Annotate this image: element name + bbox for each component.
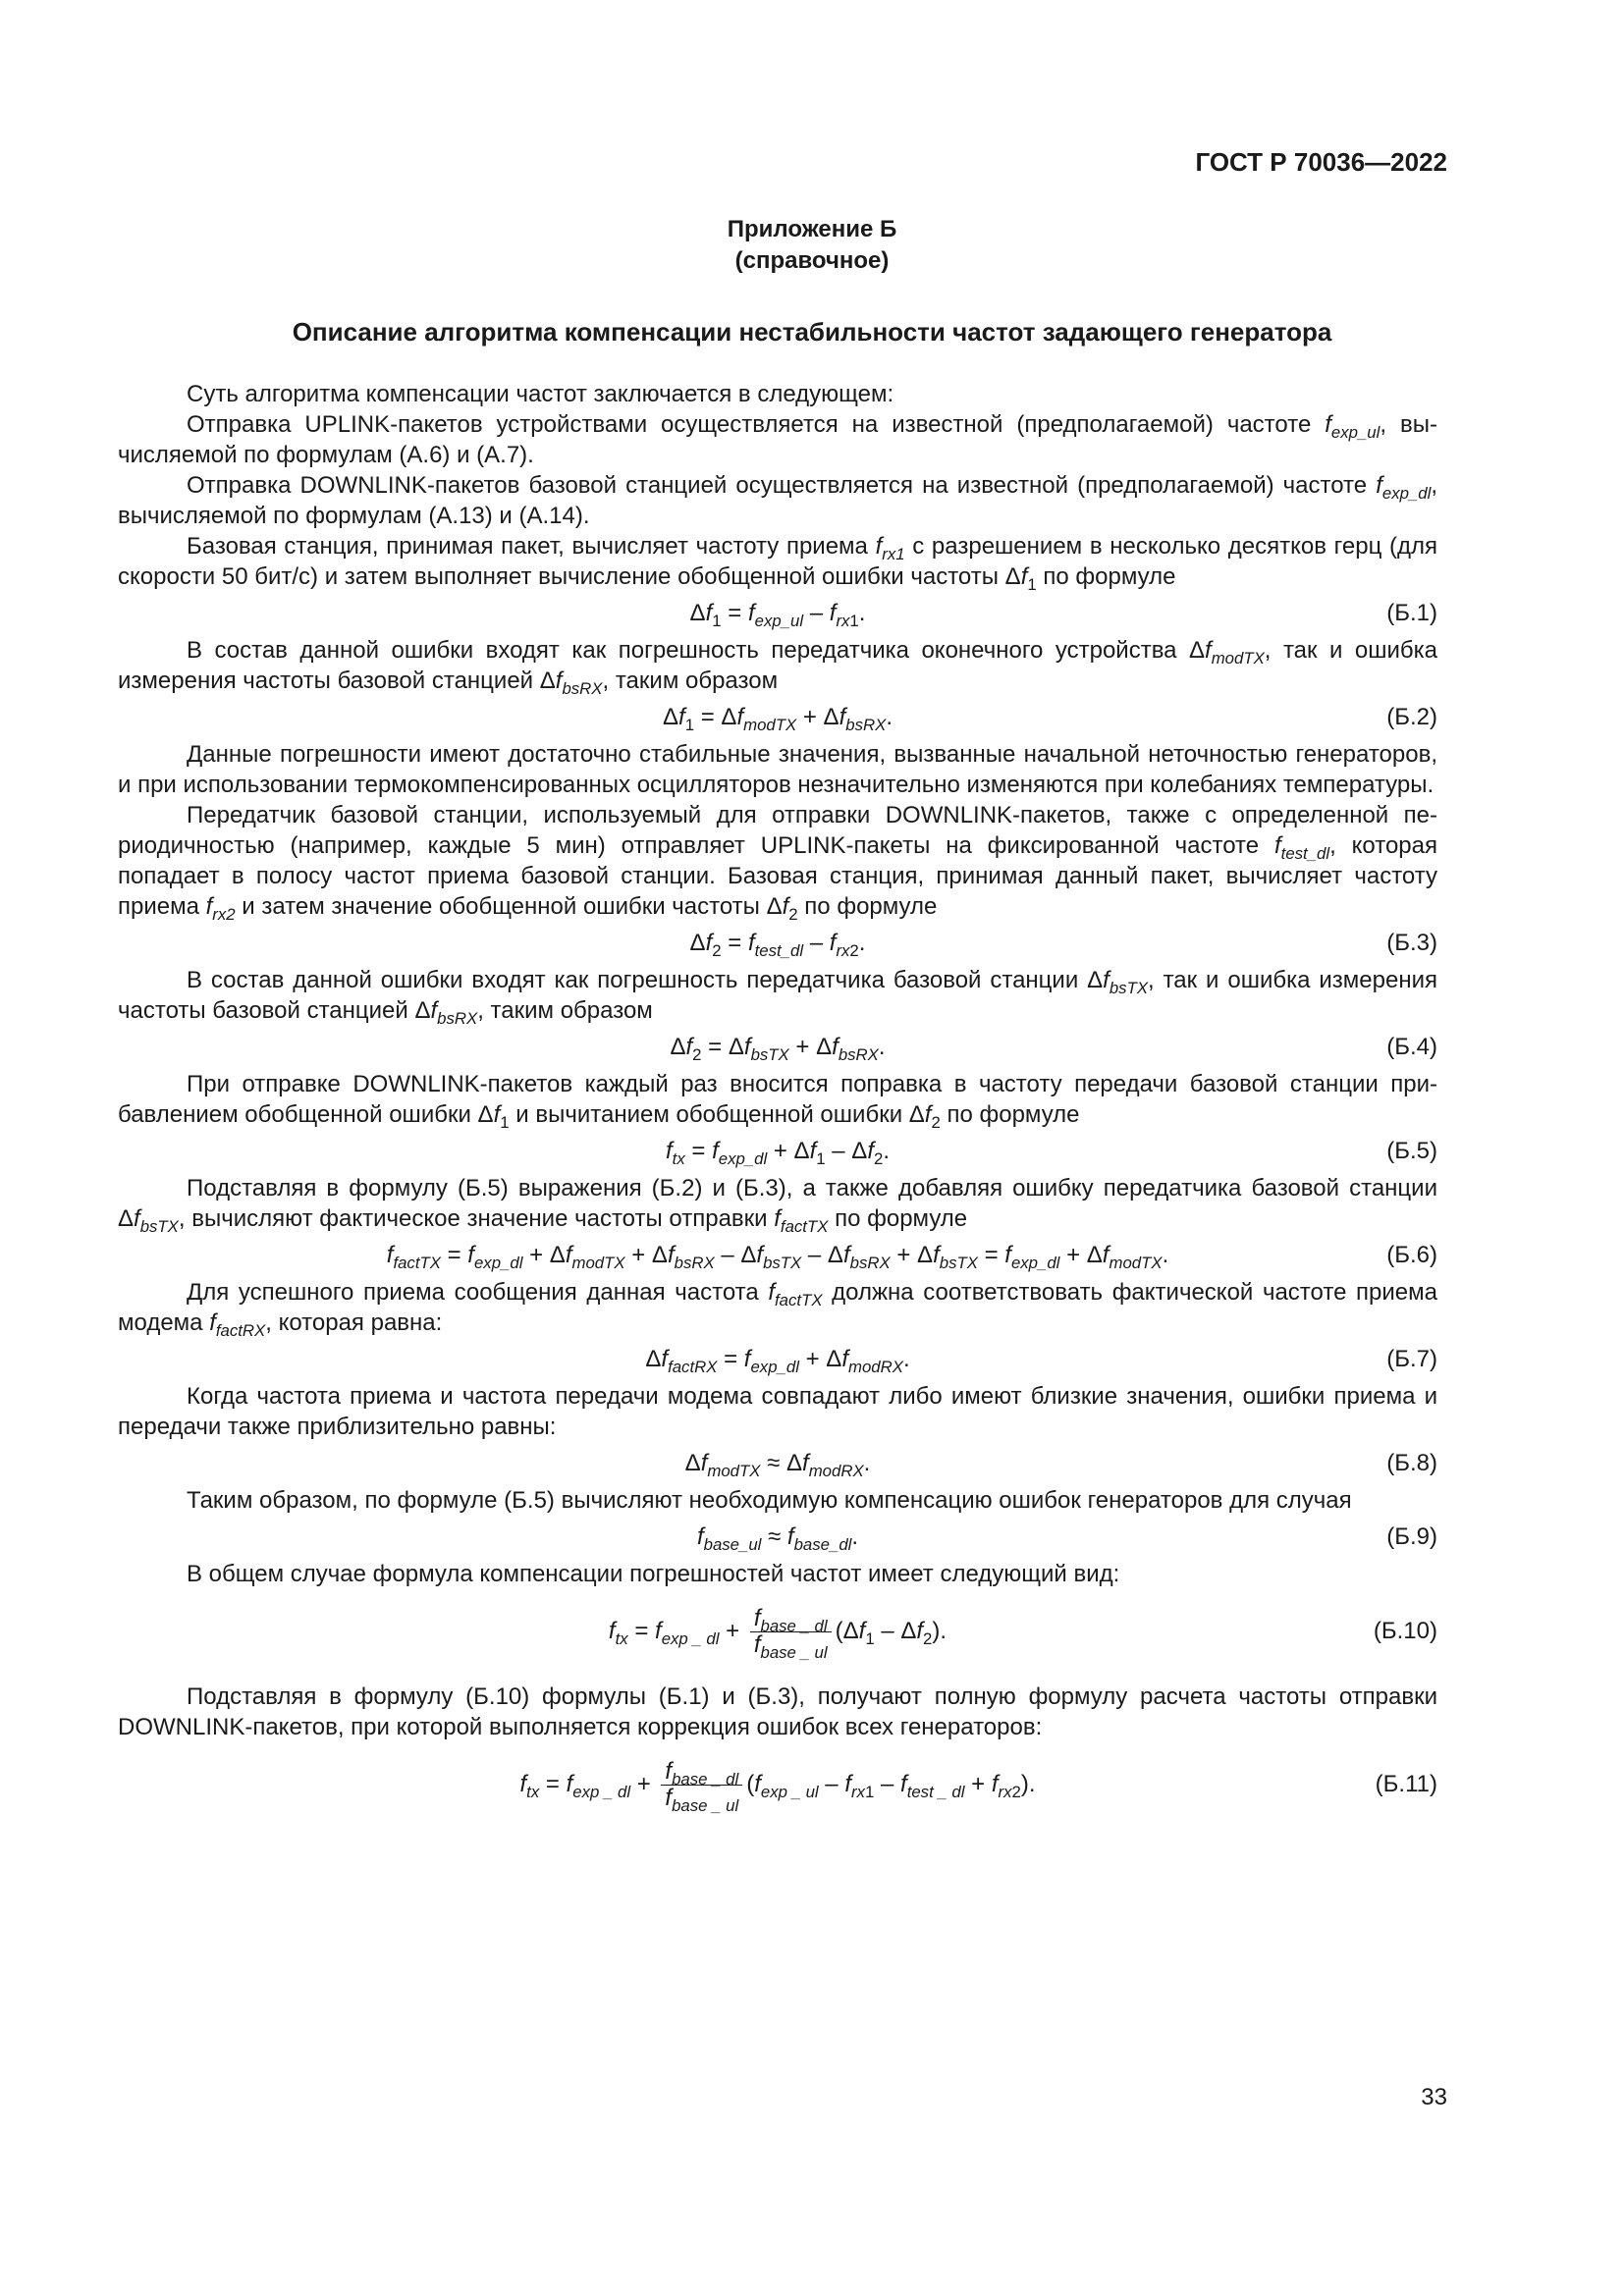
equation	[118, 1234, 1437, 1277]
equation-formula: $f_{tx} = f_{exp \_ dl}$ + $\frac{f_{base \_ dl}}{f_{base \_ ul}}$ $(\Delta f_1 - \Delta f_2)$.	[608, 1605, 947, 1663]
equation-formula: $f_{tx} = f_{exp \_ dl}$ + $\frac{f_{base \_ dl}}{f_{base \_ ul}}$ $(f_{exp \_ ul} - f_{rx1} - f_{test \_ dl} + f_{rx2})$.	[519, 1758, 1036, 1816]
page-number: 33	[1421, 2084, 1447, 2110]
equation	[118, 1442, 1437, 1485]
equation-number: (Б.6)	[1386, 1242, 1437, 1268]
equation-number: (Б.2)	[1386, 704, 1437, 730]
paragraph: Таким образом, по формуле (Б.5) вычисляют необходимую компенсацию ошибок генераторов для случая	[187, 1487, 1352, 1514]
paragraph: При отправке DOWNLINK-пакетов каждый раз вносится поправка в частоту передачи базовой станции прибавлением обобщенной ошибки $\Delta f_1$ и вычитанием обобщенной ошибки $\Delta f_2$ по формуле	[118, 1071, 1437, 1132]
equation	[118, 1589, 1437, 1674]
paragraph: Отправка DOWNLINK-пакетов базовой станцией осуществляется на известной (предполагаемой) частоте $f_{exp\_dl}$, вычисляемой по формулам (А.13) и (А.14).	[118, 472, 1437, 529]
paragraph: Данные погрешности имеют достаточно стабильные значения, вызванные начальной неточностью генераторов, и при использовании термокомпенсированных осцилляторов незначительно изменяются при колебаниях температуры.	[118, 741, 1437, 798]
equation	[118, 1130, 1437, 1173]
section-title: Описание алгоритма компенсации нестабильности частот задающего генератора	[292, 317, 1332, 347]
appendix-subtitle: (справочное)	[734, 247, 890, 274]
equation-number: (Б.10)	[1373, 1618, 1437, 1644]
equation	[118, 922, 1437, 965]
paragraph: Суть алгоритма компенсации частот заключается в следующем:	[187, 381, 894, 407]
paragraph: В общем случае формула компенсации погрешностей частот имеет следующий вид:	[187, 1561, 1120, 1587]
paragraph: В состав данной ошибки входят как погрешность передатчика базовой станции $\Delta f_{bsTX}$, так и ошибка измерения частоты базовой станцией $\Delta f_{bsRX}$, таким образом	[118, 967, 1438, 1028]
fraction: $\frac{f_{base \_ dl}}{f_{base \_ ul}}$	[661, 1759, 742, 1811]
equation-formula: $f_{factTX} = f_{exp\_dl} + \Delta f_{modTX} + \Delta f_{bsRX} - \Delta f_{bsTX} - \Delta f_{bsRX} + \Delta f_{bsTX} = f_{exp\_dl} + \Delta f_{modTX}$.	[386, 1242, 1169, 1272]
equation	[118, 696, 1437, 739]
equation-formula: $\Delta f_2 = f_{test\_dl} - f_{rx2}$.	[689, 930, 866, 960]
equation-number: (Б.4)	[1386, 1034, 1437, 1060]
equation-formula: $\Delta f_1 = \Delta f_{modTX} + \Delta f_{bsRX}$.	[663, 704, 893, 734]
paragraph: Когда частота приема и частота передачи модема совпадают либо имеют близкие значения, ошибки приема и передачи также приблизительно равны:	[118, 1383, 1437, 1440]
equation	[118, 592, 1437, 635]
equation	[118, 1338, 1437, 1381]
equation	[118, 1742, 1437, 1827]
equation-number: (Б.7)	[1386, 1346, 1437, 1372]
standard-designation: ГОСТ Р 70036—2022	[1195, 147, 1447, 177]
paragraph: Передатчик базовой станции, используемый для отправки DOWNLINK-пакетов, также с определенной периодичностью (например, каждые 5 мин) отправляет UPLINK-пакеты на фиксированной частоте $f_{test\_dl}$, которая попадает в полосу частот приема базовой станции. Базовая станция, принимая данный пакет, вычисляет частоту приема $f_{rx2}$ и затем значение обобщенной ошибки частоты $\Delta f_2$ по формуле	[118, 802, 1437, 924]
paragraph: Для успешного приема сообщения данная частота $f_{factTX}$ должна соответствовать фактической частоте приема модема $f_{factRX}$, которая равна:	[118, 1279, 1437, 1340]
equation-number: (Б.8)	[1386, 1450, 1437, 1476]
document-body	[118, 379, 1437, 1827]
appendix-title: Приложение Б	[727, 216, 897, 242]
paragraph: Отправка UPLINK-пакетов устройствами осуществляется на известной (предполагаемой) частоте $f_{exp\_ul}$, вычисляемой по формулам (А.6) и (А.7).	[118, 411, 1437, 468]
paragraph: Базовая станция, принимая пакет, вычисляет частоту приема $f_{rx1}$ с разрешением в несколько десятков герц (для скорости 50 бит/с) и затем выполняет вычисление обобщенной ошибки частоты $\Delta f_1$ по формуле	[118, 533, 1437, 594]
equation-number: (Б.5)	[1386, 1138, 1437, 1164]
equation-formula: $\Delta f_{factRX} = f_{exp\_dl} + \Delta f_{modRX}$.	[645, 1346, 910, 1376]
equation-number: (Б.1)	[1386, 600, 1437, 626]
paragraph: Подставляя в формулу (Б.5) выражения (Б.2) и (Б.3), а также добавляя ошибку передатчика базовой станции $\Delta f_{bsTX}$, вычисляют фактическое значение частоты отправки $f_{factTX}$ по формуле	[118, 1175, 1437, 1236]
equation-number: (Б.3)	[1386, 930, 1437, 956]
equation	[118, 1516, 1437, 1559]
equation-formula: $f_{base\_ul} \approx f_{base\_dl}$.	[696, 1523, 859, 1554]
equation	[118, 1026, 1437, 1069]
paragraph: В состав данной ошибки входят как погрешность передатчика оконечного устройства $\Delta f_{modTX}$, так и ошибка измерения частоты базовой станцией $\Delta f_{bsRX}$, таким образом	[118, 637, 1437, 698]
fraction: $\frac{f_{base \_ dl}}{f_{base \_ ul}}$	[750, 1606, 832, 1658]
paragraph: Подставляя в формулу (Б.10) формулы (Б.1) и (Б.3), получают полную формулу расчета частоты отправки DOWNLINK-пакетов, при которой выполняется коррекция ошибок всех генераторов:	[118, 1683, 1437, 1740]
equation-formula: $\Delta f_2 = \Delta f_{bsTX} + \Delta f_{bsRX}$.	[670, 1034, 886, 1064]
equation-number: (Б.11)	[1375, 1771, 1437, 1797]
equation-formula: $\Delta f_1 = f_{exp\_ul} - f_{rx1}$.	[689, 600, 866, 630]
equation-number: (Б.9)	[1386, 1523, 1437, 1550]
equation-formula: $f_{tx} = f_{exp\_dl} + \Delta f_1 - \Delta f_2$.	[665, 1138, 891, 1168]
equation-formula: $\Delta f_{modTX} \approx \Delta f_{modRX}$.	[684, 1450, 871, 1480]
